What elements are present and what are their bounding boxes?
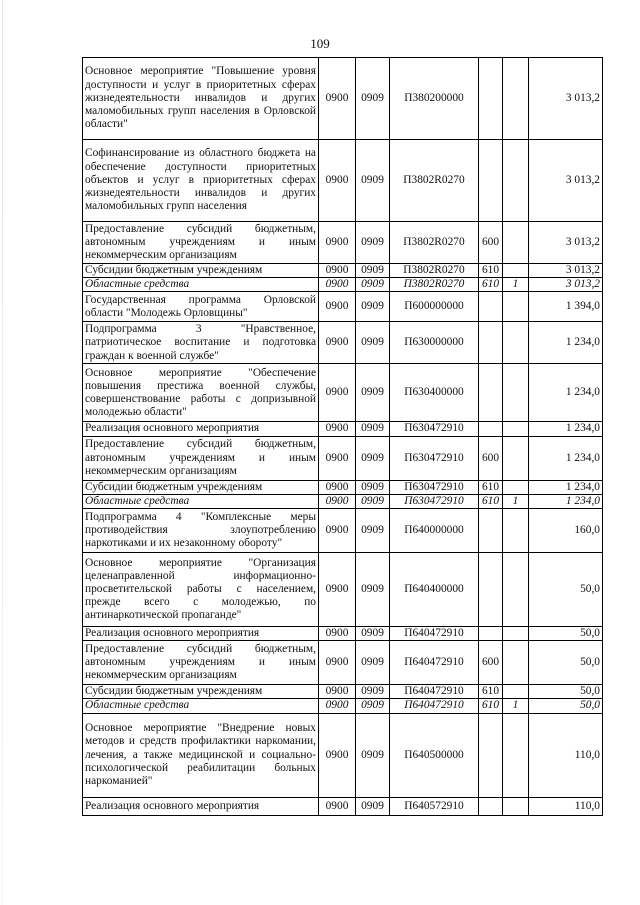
funding-source-cell bbox=[503, 436, 529, 480]
expense-type-cell bbox=[479, 140, 503, 222]
section-code-cell: 0909 bbox=[356, 641, 390, 685]
section-code-cell: 0909 bbox=[356, 480, 390, 494]
table-row bbox=[83, 278, 603, 292]
table-row bbox=[83, 264, 603, 278]
amount-cell: 3 013,2 bbox=[529, 278, 603, 292]
table-row bbox=[83, 685, 603, 699]
amount-cell: 1 234,0 bbox=[529, 422, 603, 436]
ministry-code-cell: 0900 bbox=[319, 436, 356, 480]
amount-cell: 3 013,2 bbox=[529, 140, 603, 222]
row-name-cell: Подпрограмма 4 "Комплексные меры противодействия злоупотреблению наркотиками и их незаконному обороту" bbox=[83, 509, 319, 553]
funding-source-cell bbox=[503, 422, 529, 436]
expense-type-cell: 610 bbox=[479, 480, 503, 494]
amount-cell: 1 234,0 bbox=[529, 364, 603, 422]
target-code-cell: П640472910 bbox=[390, 627, 479, 641]
amount-cell: 50,0 bbox=[529, 685, 603, 699]
row-name-cell: Государственная программа Орловской области "Молодежь Орловщины" bbox=[83, 292, 319, 322]
funding-source-cell bbox=[503, 685, 529, 699]
row-name-cell: Софинансирование из областного бюджета на обеспечение доступности приоритетных объектов и услуг в приоритетных сферах жизнедеятельности инвалидов и других маломобильных групп населения bbox=[83, 140, 319, 222]
table-row bbox=[83, 140, 603, 222]
section-code-cell: 0909 bbox=[356, 436, 390, 480]
expense-type-cell: 600 bbox=[479, 641, 503, 685]
amount-cell: 50,0 bbox=[529, 553, 603, 627]
section-code-cell: 0909 bbox=[356, 685, 390, 699]
expense-type-cell bbox=[479, 322, 503, 364]
funding-source-cell bbox=[503, 364, 529, 422]
ministry-code-cell: 0900 bbox=[319, 140, 356, 222]
target-code-cell: П630472910 bbox=[390, 422, 479, 436]
scan-edge bbox=[2, 0, 3, 905]
row-name-cell: Областные средства bbox=[83, 699, 319, 713]
table-row bbox=[83, 58, 603, 140]
table-row bbox=[83, 480, 603, 494]
expense-type-cell: 600 bbox=[479, 436, 503, 480]
section-code-cell: 0909 bbox=[356, 509, 390, 553]
funding-source-cell: 1 bbox=[503, 699, 529, 713]
ministry-code-cell: 0900 bbox=[319, 222, 356, 264]
table-body bbox=[83, 58, 603, 816]
expense-type-cell bbox=[479, 58, 503, 140]
target-code-cell: П640472910 bbox=[390, 641, 479, 685]
table-row bbox=[83, 422, 603, 436]
page-number: 109 bbox=[310, 36, 330, 51]
section-code-cell: 0909 bbox=[356, 140, 390, 222]
section-code-cell: 0909 bbox=[356, 553, 390, 627]
amount-cell: 1 234,0 bbox=[529, 322, 603, 364]
funding-source-cell bbox=[503, 797, 529, 815]
ministry-code-cell: 0900 bbox=[319, 713, 356, 797]
funding-source-cell bbox=[503, 58, 529, 140]
expense-type-cell: 610 bbox=[479, 264, 503, 278]
target-code-cell: П630400000 bbox=[390, 364, 479, 422]
table-row bbox=[83, 797, 603, 815]
table-row bbox=[83, 699, 603, 713]
amount-cell: 3 013,2 bbox=[529, 222, 603, 264]
budget-table bbox=[82, 57, 603, 816]
expense-type-cell bbox=[479, 797, 503, 815]
row-name-cell: Предоставление субсидий бюджетным, автономным учреждениям и иным некоммерческим организациям bbox=[83, 436, 319, 480]
funding-source-cell bbox=[503, 553, 529, 627]
row-name-cell: Подпрограмма 3 "Нравственное, патриотическое воспитание и подготовка граждан к военной службе" bbox=[83, 322, 319, 364]
row-name-cell: Субсидии бюджетным учреждениям bbox=[83, 685, 319, 699]
row-name-cell: Областные средства bbox=[83, 494, 319, 508]
amount-cell: 1 234,0 bbox=[529, 436, 603, 480]
row-name-cell: Субсидии бюджетным учреждениям bbox=[83, 264, 319, 278]
funding-source-cell: 1 bbox=[503, 278, 529, 292]
row-name-cell: Основное мероприятие "Организация целенаправленной информационно-просветительской работы с населением, прежде всего с молодежью, по антинаркотической пропаганде" bbox=[83, 553, 319, 627]
section-code-cell: 0909 bbox=[356, 699, 390, 713]
funding-source-cell bbox=[503, 480, 529, 494]
amount-cell: 1 234,0 bbox=[529, 480, 603, 494]
ministry-code-cell: 0900 bbox=[319, 422, 356, 436]
ministry-code-cell: 0900 bbox=[319, 364, 356, 422]
amount-cell: 50,0 bbox=[529, 627, 603, 641]
target-code-cell: П3802R0270 bbox=[390, 140, 479, 222]
expense-type-cell bbox=[479, 553, 503, 627]
target-code-cell: П630472910 bbox=[390, 436, 479, 480]
amount-cell: 3 013,2 bbox=[529, 264, 603, 278]
expense-type-cell: 610 bbox=[479, 278, 503, 292]
funding-source-cell: 1 bbox=[503, 494, 529, 508]
funding-source-cell bbox=[503, 222, 529, 264]
ministry-code-cell: 0900 bbox=[319, 322, 356, 364]
target-code-cell: П640472910 bbox=[390, 685, 479, 699]
section-code-cell: 0909 bbox=[356, 264, 390, 278]
target-code-cell: П640500000 bbox=[390, 713, 479, 797]
section-code-cell: 0909 bbox=[356, 322, 390, 364]
amount-cell: 3 013,2 bbox=[529, 58, 603, 140]
section-code-cell: 0909 bbox=[356, 713, 390, 797]
row-name-cell: Основное мероприятие "Внедрение новых методов и средств профилактики наркомании, лечения, а также медицинской и социально-психологической реабилитации больных наркоманией" bbox=[83, 713, 319, 797]
expense-type-cell: 610 bbox=[479, 685, 503, 699]
funding-source-cell bbox=[503, 292, 529, 322]
row-name-cell: Реализация основного мероприятия bbox=[83, 627, 319, 641]
table-row bbox=[83, 292, 603, 322]
expense-type-cell bbox=[479, 422, 503, 436]
section-code-cell: 0909 bbox=[356, 222, 390, 264]
ministry-code-cell: 0900 bbox=[319, 509, 356, 553]
funding-source-cell bbox=[503, 713, 529, 797]
amount-cell: 50,0 bbox=[529, 641, 603, 685]
table-row bbox=[83, 641, 603, 685]
ministry-code-cell: 0900 bbox=[319, 699, 356, 713]
table-row bbox=[83, 553, 603, 627]
funding-source-cell bbox=[503, 322, 529, 364]
row-name-cell: Предоставление субсидий бюджетным, автономным учреждениям и иным некоммерческим организациям bbox=[83, 222, 319, 264]
row-name-cell: Предоставление субсидий бюджетным, автономным учреждениям и иным некоммерческим организациям bbox=[83, 641, 319, 685]
table-row bbox=[83, 494, 603, 508]
section-code-cell: 0909 bbox=[356, 278, 390, 292]
budget-table-wrapper bbox=[82, 57, 602, 816]
expense-type-cell bbox=[479, 292, 503, 322]
section-code-cell: 0909 bbox=[356, 364, 390, 422]
amount-cell: 1 394,0 bbox=[529, 292, 603, 322]
target-code-cell: П380200000 bbox=[390, 58, 479, 140]
table-row bbox=[83, 713, 603, 797]
expense-type-cell: 610 bbox=[479, 494, 503, 508]
table-row bbox=[83, 322, 603, 364]
table-row bbox=[83, 222, 603, 264]
expense-type-cell: 600 bbox=[479, 222, 503, 264]
ministry-code-cell: 0900 bbox=[319, 480, 356, 494]
table-row bbox=[83, 509, 603, 553]
target-code-cell: П630472910 bbox=[390, 494, 479, 508]
funding-source-cell bbox=[503, 641, 529, 685]
row-name-cell: Основное мероприятие "Обеспечение повышения престижа военной службы, совершенствование работы с допризывной молодежью области" bbox=[83, 364, 319, 422]
section-code-cell: 0909 bbox=[356, 58, 390, 140]
row-name-cell: Реализация основного мероприятия bbox=[83, 422, 319, 436]
ministry-code-cell: 0900 bbox=[319, 797, 356, 815]
funding-source-cell bbox=[503, 627, 529, 641]
target-code-cell: П3802R0270 bbox=[390, 222, 479, 264]
section-code-cell: 0909 bbox=[356, 494, 390, 508]
table-row bbox=[83, 436, 603, 480]
amount-cell: 160,0 bbox=[529, 509, 603, 553]
ministry-code-cell: 0900 bbox=[319, 278, 356, 292]
row-name-cell: Областные средства bbox=[83, 278, 319, 292]
amount-cell: 110,0 bbox=[529, 797, 603, 815]
ministry-code-cell: 0900 bbox=[319, 292, 356, 322]
amount-cell: 110,0 bbox=[529, 713, 603, 797]
target-code-cell: П600000000 bbox=[390, 292, 479, 322]
section-code-cell: 0909 bbox=[356, 292, 390, 322]
table-row bbox=[83, 627, 603, 641]
expense-type-cell bbox=[479, 509, 503, 553]
target-code-cell: П630000000 bbox=[390, 322, 479, 364]
expense-type-cell bbox=[479, 713, 503, 797]
ministry-code-cell: 0900 bbox=[319, 553, 356, 627]
funding-source-cell bbox=[503, 509, 529, 553]
row-name-cell: Реализация основного мероприятия bbox=[83, 797, 319, 815]
section-code-cell: 0909 bbox=[356, 627, 390, 641]
funding-source-cell bbox=[503, 264, 529, 278]
row-name-cell: Основное мероприятие "Повышение уровня доступности и услуг в приоритетных сферах жизнедеятельности инвалидов и других маломобильных групп населения в Орловской области" bbox=[83, 58, 319, 140]
target-code-cell: П3802R0270 bbox=[390, 278, 479, 292]
target-code-cell: П640000000 bbox=[390, 509, 479, 553]
target-code-cell: П630472910 bbox=[390, 480, 479, 494]
expense-type-cell bbox=[479, 627, 503, 641]
table-row bbox=[83, 364, 603, 422]
funding-source-cell bbox=[503, 140, 529, 222]
ministry-code-cell: 0900 bbox=[319, 264, 356, 278]
expense-type-cell: 610 bbox=[479, 699, 503, 713]
ministry-code-cell: 0900 bbox=[319, 494, 356, 508]
expense-type-cell bbox=[479, 364, 503, 422]
amount-cell: 1 234,0 bbox=[529, 494, 603, 508]
row-name-cell: Субсидии бюджетным учреждениям bbox=[83, 480, 319, 494]
ministry-code-cell: 0900 bbox=[319, 58, 356, 140]
section-code-cell: 0909 bbox=[356, 797, 390, 815]
target-code-cell: П640572910 bbox=[390, 797, 479, 815]
ministry-code-cell: 0900 bbox=[319, 641, 356, 685]
ministry-code-cell: 0900 bbox=[319, 685, 356, 699]
amount-cell: 50,0 bbox=[529, 699, 603, 713]
target-code-cell: П640472910 bbox=[390, 699, 479, 713]
target-code-cell: П640400000 bbox=[390, 553, 479, 627]
ministry-code-cell: 0900 bbox=[319, 627, 356, 641]
section-code-cell: 0909 bbox=[356, 422, 390, 436]
target-code-cell: П3802R0270 bbox=[390, 264, 479, 278]
